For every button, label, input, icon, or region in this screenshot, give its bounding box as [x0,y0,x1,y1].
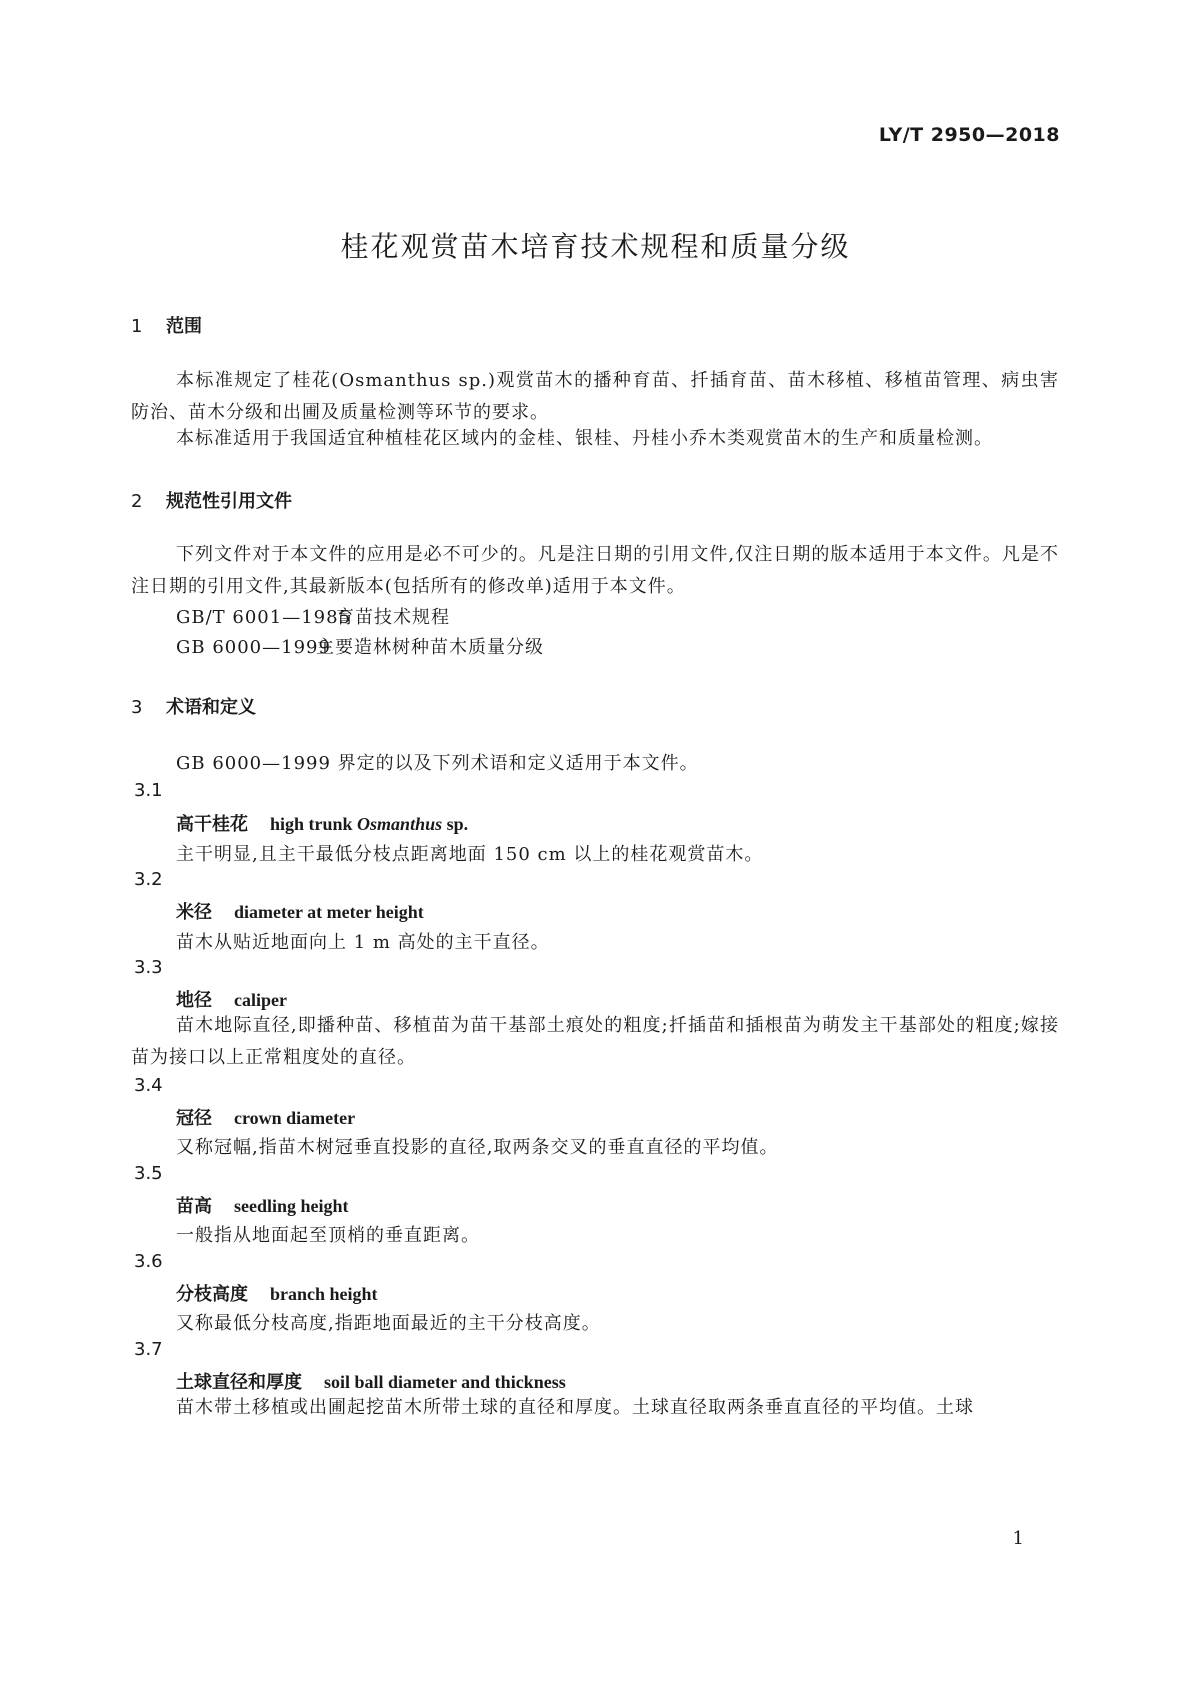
term-heading [176,1280,378,1306]
terms-intro: GB 6000—1999 界定的以及下列术语和定义适用于本文件。 [176,753,699,774]
section-title: 术语和定义 [166,697,256,718]
section-number: 2 [131,491,143,512]
normative-refs-paragraph: 下列文件对于本文件的应用是必不可少的。凡是注日期的引用文件,仅注日期的版本适用于本文件。凡是不注日期的引用文件,其最新版本(包括所有的修改单)适用于本文件。 [131,544,1059,597]
reference-code: GB 6000—1999 [176,637,331,658]
term-heading [176,986,287,1012]
section-title: 规范性引用文件 [166,491,292,512]
section-title: 范围 [166,316,202,337]
section-1-heading [131,312,202,338]
term-heading [176,810,468,836]
term-zh: 高干桂花 [176,814,248,835]
term-number: 3.5 [134,1163,163,1184]
term-number: 3.6 [134,1251,163,1272]
term-definition: 苗木地际直径,即播种苗、移植苗为苗干基部土痕处的粗度;扦插苗和插根苗为萌发主干基部处的粗度;嫁接苗为接口以上正常粗度处的直径。 [131,1015,1059,1068]
term-zh: 苗高 [176,1196,212,1217]
term-zh: 冠径 [176,1108,212,1129]
scope-paragraph-1: 本标准规定了桂花(Osmanthus sp.)观赏苗木的播种育苗、扦插育苗、苗木移植、移植苗管理、病虫害防治、苗木分级和出圃及质量检测等环节的要求。 [131,370,1059,423]
term-en: diameter at meter height [234,902,424,922]
term-definition: 一般指从地面起至顶梢的垂直距离。 [176,1225,480,1246]
term-definition: 又称冠幅,指苗木树冠垂直投影的直径,取两条交叉的垂直直径的平均值。 [176,1137,779,1158]
page-number: 1 [1012,1528,1024,1549]
scope-paragraph-2: 本标准适用于我国适宜种植桂花区域内的金桂、银桂、丹桂小乔木类观赏苗木的生产和质量检测。 [176,428,993,449]
term-zh: 土球直径和厚度 [176,1372,302,1393]
reference-code: GB/T 6001—1985 [176,607,352,628]
term-heading [176,898,424,924]
term-heading [176,1104,355,1130]
reference-name: 主要造林树种苗木质量分级 [316,637,544,658]
term-definition: 苗木带土移植或出圃起挖苗木所带土球的直径和厚度。土球直径取两条垂直直径的平均值。土球 [176,1397,974,1418]
term-zh: 地径 [176,990,212,1011]
section-3-heading [131,693,256,719]
term-en: soil ball diameter and thickness [324,1372,566,1392]
term-en: crown diameter [234,1108,356,1128]
reference-item [176,603,450,629]
term-definition: 主干明显,且主干最低分枝点距离地面 150 cm 以上的桂花观赏苗木。 [176,844,764,865]
term-en: branch height [270,1284,378,1304]
term-number: 3.3 [134,957,163,978]
section-number: 3 [131,697,143,718]
standard-code: LY/T 2950—2018 [878,124,1060,146]
section-2-heading [131,487,292,513]
term-number: 3.4 [134,1075,163,1096]
term-zh: 米径 [176,902,212,923]
reference-item [176,633,544,659]
term-heading [176,1368,566,1394]
term-zh: 分枝高度 [176,1284,248,1305]
term-en: high trunk Osmanthus sp. [270,814,469,834]
term-number: 3.7 [134,1339,163,1360]
document-title: 桂花观赏苗木培育技术规程和质量分级 [340,230,851,263]
term-en: seedling height [234,1196,349,1216]
reference-name: 育苗技术规程 [336,607,450,628]
term-en: caliper [234,990,287,1010]
section-number: 1 [131,316,143,337]
term-number: 3.2 [134,869,163,890]
term-number: 3.1 [134,780,163,801]
term-heading [176,1192,349,1218]
term-definition: 又称最低分枝高度,指距地面最近的主干分枝高度。 [176,1313,601,1334]
term-definition: 苗木从贴近地面向上 1 m 高处的主干直径。 [176,932,550,953]
